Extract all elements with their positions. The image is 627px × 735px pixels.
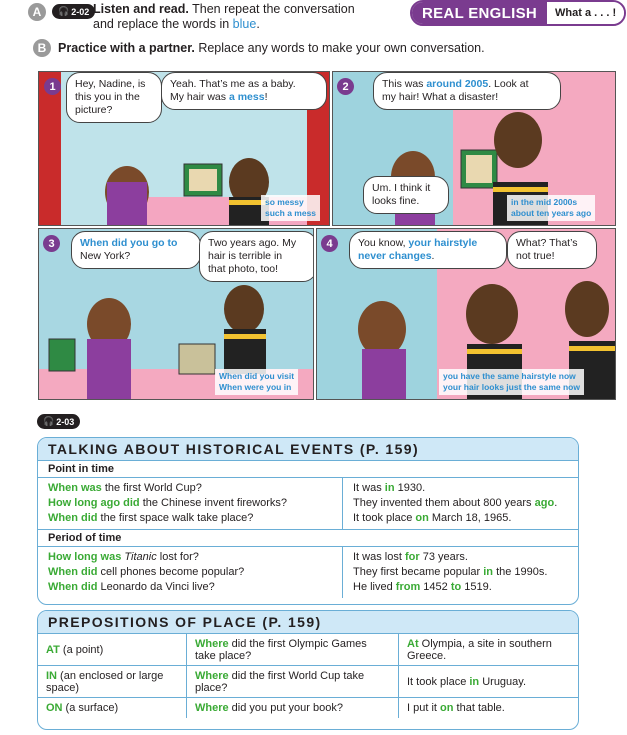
panel-1-number: 1 (44, 78, 61, 95)
bubble-line: that photo, too! (208, 263, 279, 275)
bubble-line: hair is terrible in (208, 250, 283, 262)
grammar-keyword: Where (195, 669, 229, 682)
question-line (48, 481, 332, 496)
instruction-line2: and replace the words in (93, 17, 233, 31)
grammar-keyword: How long was (48, 551, 122, 563)
answer-text: They first became popular (353, 566, 484, 578)
panel-2-alternatives (507, 195, 595, 221)
bubble-line: New York? (80, 250, 131, 262)
answer-text: They invented them about 800 years (353, 497, 535, 509)
grammar-keyword: on (415, 512, 429, 524)
bubble-blue-phrase: never changes (358, 250, 432, 262)
real-english-phrase: What a . . . ! (547, 2, 624, 24)
answer-cell (399, 666, 578, 697)
grammar-keyword: in (469, 675, 480, 688)
answer-text: It took place (407, 675, 470, 688)
point-in-time-heading: Point in time (38, 461, 578, 478)
audio-track-2-02[interactable] (52, 4, 95, 19)
answer-text: 1930. (394, 482, 426, 494)
bubble-line: not true! (516, 250, 555, 262)
comic-panel-1 (38, 71, 330, 226)
bubble-blue-phrase: a mess (228, 91, 265, 103)
answer-text: I put it (407, 702, 441, 714)
grammar-keyword: When was (48, 482, 102, 494)
bubble-line: . Look at (488, 78, 529, 90)
question-text: did the first World Cup take place? (195, 669, 365, 694)
panel-4-alternatives (439, 369, 584, 395)
grammar-keyword: When did (48, 581, 98, 593)
answer-text: the 1990s. (493, 566, 548, 578)
panel-3-number: 3 (43, 235, 60, 252)
real-english-badge (410, 0, 626, 26)
answer-line (353, 511, 568, 526)
answer-cell (399, 634, 578, 665)
question-text: lost for? (156, 551, 199, 563)
grammar-keyword: in (384, 482, 395, 494)
answer-text: . (554, 497, 558, 509)
headphones-icon: 🎧 (58, 6, 70, 16)
grammar-keyword: At (407, 637, 419, 650)
question-column (38, 478, 343, 529)
bubble-line: looks fine. (372, 195, 420, 207)
preposition-cell (38, 634, 187, 665)
instruction-bold: Listen and read. (93, 2, 189, 16)
grammar-box-title: PREPOSITIONS OF PLACE (P. 159) (38, 611, 578, 633)
preposition-description: (a point) (59, 643, 104, 656)
panel-3-bubble-1 (71, 231, 201, 269)
preposition-keyword: IN (46, 669, 57, 682)
answer-text: March 18, 1965. (428, 512, 512, 524)
question-text: did the first Olympic Games take place? (195, 637, 367, 662)
bubble-blue-phrase: around 2005 (426, 78, 489, 90)
answer-cell (399, 698, 578, 718)
grammar-keyword: to (450, 581, 462, 593)
panel-4-bubble-2 (507, 231, 597, 269)
instruction-rest: Then repeat the conversation (188, 2, 355, 16)
panel-4-bubble-1 (349, 231, 507, 269)
bubble-blue-phrase: When did you go to (80, 237, 178, 249)
bubble-line: You know, (358, 237, 409, 249)
grammar-keyword: When did (48, 566, 98, 578)
bubble-line: What? That’s (516, 237, 578, 249)
question-text: cell phones become popular? (97, 566, 245, 578)
answer-line (353, 550, 568, 565)
bubble-line: Hey, Nadine, is (75, 78, 146, 90)
question-text: the first World Cup? (101, 482, 202, 494)
answer-text: He lived (353, 581, 396, 593)
answer-text: It was lost (353, 551, 405, 563)
panel-4-number: 4 (321, 235, 338, 252)
alternative-phrase: When were you in (219, 382, 292, 392)
answer-text: that table. (453, 702, 505, 714)
bubble-line: . (431, 250, 435, 262)
grammar-keyword: on (440, 702, 454, 714)
question-cell (187, 666, 399, 697)
question-text: the Chinese invent fireworks? (139, 497, 288, 509)
grammar-keyword: ago (534, 497, 555, 509)
answer-text: 1519. (461, 581, 492, 593)
bubble-line: picture? (75, 104, 113, 116)
grammar-keyword: for (404, 551, 420, 563)
point-in-time-rows (38, 478, 578, 529)
bubble-line: Um. I think it (372, 182, 431, 194)
instruction-end: . (256, 17, 260, 31)
panel-3-alternatives (215, 369, 298, 395)
question-cell (187, 634, 399, 665)
preposition-keyword: AT (46, 643, 60, 656)
answer-line (353, 496, 568, 511)
question-line (48, 511, 332, 526)
audio-track-label: 2-03 (56, 416, 75, 427)
grammar-keyword: Where (195, 702, 229, 714)
audio-track-2-03[interactable] (37, 414, 80, 429)
preposition-row-on (38, 697, 578, 718)
historical-events-grammar-box (37, 437, 579, 605)
panel-2-bubble-2 (363, 176, 449, 214)
grammar-keyword: from (395, 581, 421, 593)
section-a-marker: A (28, 3, 46, 21)
grammar-keyword: in (483, 566, 494, 578)
question-line (48, 565, 332, 580)
question-line (48, 580, 332, 595)
alternative-phrase: you have the same hairstyle now (443, 371, 576, 381)
grammar-keyword: How long ago did (48, 497, 140, 509)
answer-line (353, 580, 568, 595)
preposition-row-at (38, 633, 578, 665)
answer-text: Olympia, a site in southern Greece. (407, 637, 552, 662)
question-column (38, 547, 343, 598)
answer-column (343, 478, 578, 529)
bubble-line: Two years ago. My (208, 237, 297, 249)
grammar-keyword: Where (195, 637, 229, 650)
preposition-cell (38, 666, 187, 697)
alternative-phrase: such a mess (265, 208, 317, 218)
answer-text: 73 years. (419, 551, 468, 563)
instruction-blue-word: blue (232, 17, 257, 31)
answer-text: 1452 (420, 581, 451, 593)
question-text: Leonardo da Vinci live? (97, 581, 215, 593)
answer-text: It took place (353, 512, 416, 524)
panel-3-bubble-2 (199, 231, 314, 282)
alternative-phrase: When did you visit (219, 371, 295, 381)
panel-1-alternatives (261, 195, 320, 221)
alternative-phrase: about ten years ago (511, 208, 592, 218)
bubble-blue-phrase: your hairstyle (408, 237, 478, 249)
audio-track-label: 2-02 (71, 6, 90, 17)
answer-line (353, 565, 568, 580)
preposition-row-in (38, 665, 578, 697)
preposition-description: (an enclosed or large space) (46, 669, 164, 694)
period-of-time-heading: Period of time (38, 529, 578, 547)
panel-1-bubble-2 (161, 72, 327, 110)
section-b-instruction (58, 41, 485, 55)
bubble-line: this you in the (75, 91, 140, 103)
panel-2-number: 2 (337, 78, 354, 95)
bubble-line: This was (382, 78, 427, 90)
answer-text: Uruguay. (479, 675, 527, 688)
prepositions-grammar-box (37, 610, 579, 730)
answer-line (353, 481, 568, 496)
answer-text: It was (353, 482, 385, 494)
grammar-keyword: When did (48, 512, 98, 524)
comic-strip (38, 71, 614, 398)
comic-panel-4 (316, 228, 616, 400)
instruction-b-bold: Practice with a partner. (58, 41, 195, 55)
panel-2-bubble-1 (373, 72, 561, 110)
headphones-icon: 🎧 (43, 416, 55, 426)
ship-name: Titanic (121, 551, 157, 563)
bubble-line: My hair was (170, 91, 229, 103)
period-of-time-rows (38, 547, 578, 598)
bubble-line: my hair! What a disaster! (382, 91, 499, 103)
alternative-phrase: so messy (265, 197, 304, 207)
section-a-instruction (93, 2, 355, 32)
real-english-label: REAL ENGLISH (412, 2, 547, 24)
question-line (48, 496, 332, 511)
answer-column (343, 547, 578, 598)
alternative-phrase: your hair looks just the same now (443, 382, 580, 392)
preposition-keyword: ON (46, 702, 63, 714)
section-b-marker: B (33, 39, 51, 57)
question-text: did you put your book? (228, 702, 343, 714)
question-line (48, 550, 332, 565)
bubble-line: ! (264, 91, 268, 103)
question-text: the first space walk take place? (97, 512, 254, 524)
bubble-line: Yeah. That’s me as a baby. (170, 78, 296, 90)
preposition-description: (a surface) (62, 702, 119, 714)
alternative-phrase: in the mid 2000s (511, 197, 578, 207)
grammar-box-title: TALKING ABOUT HISTORICAL EVENTS (P. 159) (38, 438, 578, 461)
instruction-b-rest: Replace any words to make your own conversation. (194, 41, 485, 55)
preposition-cell (38, 698, 187, 718)
question-cell (187, 698, 399, 718)
panel-1-bubble-1 (66, 72, 162, 123)
comic-panel-3 (38, 228, 314, 400)
comic-panel-2 (332, 71, 616, 226)
